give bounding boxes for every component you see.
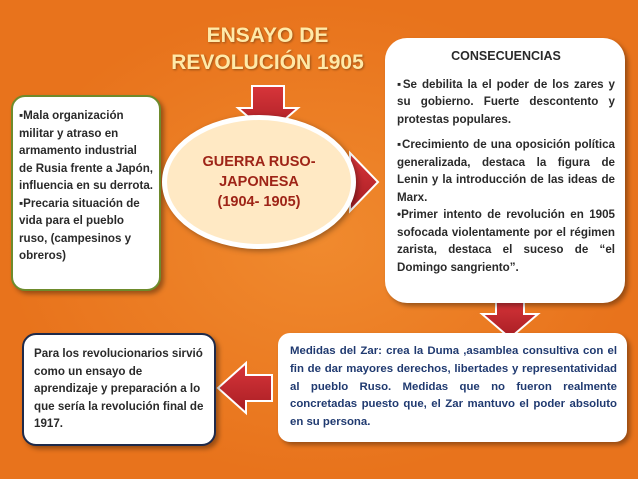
center-line-1: GUERRA RUSO- [202,154,316,170]
center-line-2: JAPONESA [219,174,299,190]
consequence-item: •Primer intento de revolución en 1905 sofocada violentamente por el régimen zarista, destaca el suceso de “el Domingo sangriento”. [397,208,615,274]
consequence-item: ▪Se debilita la el poder de los zares y su gobierno. Fuerte descontento y protestas populares. [397,77,615,126]
arrow-measures-to-rehearsal [218,363,272,413]
measures-box [278,333,627,442]
consequences-box [385,38,625,303]
rehearsal-box [22,333,216,446]
square-bullet-icon: ▪ [19,109,24,122]
cause-item: ▪Mala organización militar y atraso en armamento industrial de Rusia frente a Japón, influencia en su derrota. [19,109,154,192]
title-line-2: REVOLUCIÓN 1905 [171,51,364,74]
measures-text: Medidas del Zar: crea la Duma ,asamblea consultiva con el fin de dar mayores derechos, libertades y representatividad al pueblo Ruso. Medidas que no fueron realmente concretadas puesto que, el Zar mantuvo el poder absoluto en su persona. [290,345,617,429]
causes-box [11,95,161,291]
title-line-1: ENSAYO DE [206,24,329,47]
square-bullet-icon: ▪ [19,196,24,210]
rehearsal-text: Para los revolucionarios sirvió como un ensayo de aprendizaje y preparación a lo que sería la revolución final de 1917. [34,347,204,430]
dot-bullet-icon: • [397,208,402,221]
consequence-item: ▪Crecimiento de una oposición política generalizada, destaca la figura de Lenin y la introducción de las ideas de Marx. [397,138,615,204]
consequences-heading: CONSECUENCIAS [451,49,561,63]
square-bullet-icon: ▪ [397,138,403,151]
central-event-oval [162,115,356,249]
cause-item: ▪Precaria situación de vida para el pueblo ruso, (campesinos y obreros) [19,196,140,262]
center-line-3: (1904- 1905) [217,194,301,210]
square-bullet-icon: ▪ [397,77,403,91]
arrow-consequences-to-measures [482,298,538,338]
